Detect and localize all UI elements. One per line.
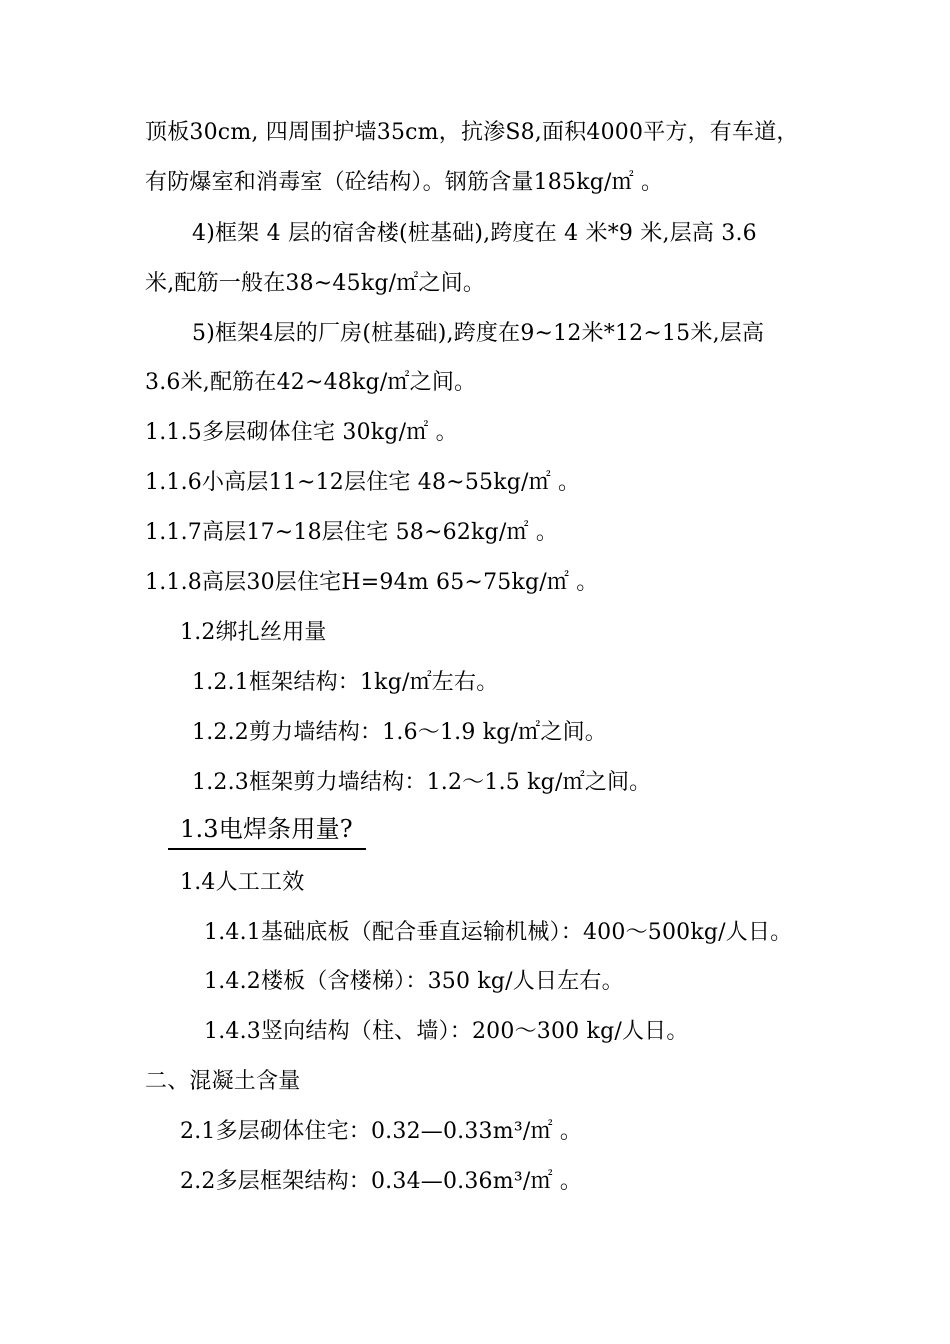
text-line: 4)框架 4 层的宿舍楼(桩基础),跨度在 4 米*9 米,层高 3.6: [192, 221, 757, 246]
text-line: 1.2.3框架剪力墙结构：1.2～1.5 kg/㎡之间。: [192, 770, 652, 795]
text-line: 1.1.7高层17~18层住宅 58~62kg/㎡ 。: [145, 520, 559, 545]
text-line: 米,配筋一般在38~45kg/㎡之间。: [145, 271, 486, 296]
underlined-heading: 1.3电焊条用量?: [168, 814, 366, 850]
text-line: 1.2.1框架结构：1kg/㎡左右。: [192, 670, 499, 695]
text-line: 1.1.6小高层11~12层住宅 48~55kg/㎡ 。: [145, 470, 581, 495]
text-line: 1.4.3竖向结构（柱、墙）：200～300 kg/人日。: [204, 1019, 689, 1044]
text-line: 1.1.5多层砌体住宅 30kg/㎡ 。: [145, 420, 458, 445]
text-line: 1.4.1基础底板（配合垂直运输机械）：400～500kg/人日。: [204, 920, 793, 945]
text-line: 顶板30cm, 四周围护墙35cm，抗渗S8,面积4000平方，有车道，: [145, 120, 799, 145]
text-line: 1.1.8高层30层住宅H=94m 65~75kg/㎡ 。: [145, 570, 599, 595]
text-line: 1.4.2楼板（含楼梯）：350 kg/人日左右。: [204, 969, 624, 994]
text-line: 2.2多层框架结构：0.34—0.36m³/㎡ 。: [180, 1169, 583, 1194]
section-heading: 1.4人工工效: [180, 870, 305, 895]
chapter-heading: 二、混凝土含量: [145, 1069, 301, 1094]
text-line: 有防爆室和消毒室（砼结构）。钢筋含量185kg/㎡ 。: [145, 170, 664, 195]
text-line: 1.2.2剪力墙结构：1.6～1.9 kg/㎡之间。: [192, 720, 607, 745]
text-line: 2.1多层砌体住宅：0.32—0.33m³/㎡ 。: [180, 1119, 583, 1144]
text-line: 5)框架4层的厂房(桩基础),跨度在9~12米*12~15米,层高: [192, 321, 765, 346]
section-heading: 1.2绑扎丝用量: [180, 620, 327, 645]
text-line: 3.6米,配筋在42~48kg/㎡之间。: [145, 370, 477, 395]
